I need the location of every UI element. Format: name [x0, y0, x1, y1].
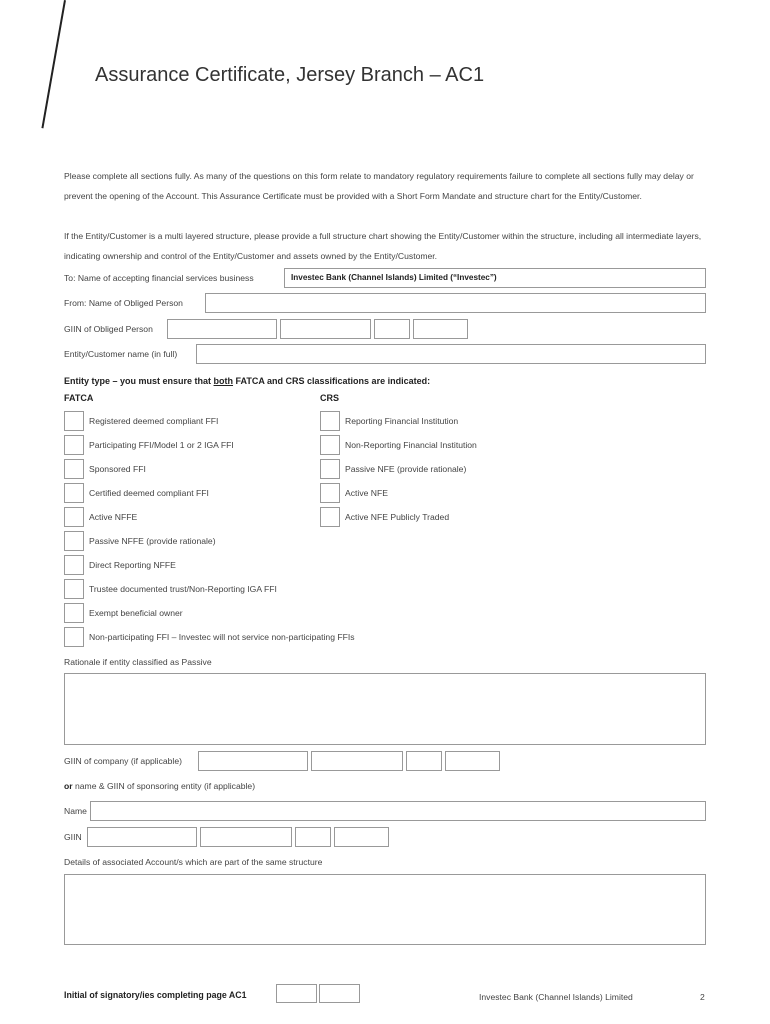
fatca-option-label: Trustee documented trust/Non-Reporting IGA FFI — [89, 584, 277, 594]
sponsor-name-field[interactable] — [90, 801, 706, 821]
giin-obliged-segment-4[interactable] — [413, 319, 468, 339]
details-label: Details of associated Account/s which are part of the same structure — [64, 857, 323, 867]
initial-box-1[interactable] — [276, 984, 317, 1003]
crs-option-label: Active NFE — [345, 488, 388, 498]
to-label: To: Name of accepting financial services business — [64, 273, 254, 283]
fatca-checkbox[interactable] — [64, 483, 84, 503]
fatca-option-label: Certified deemed compliant FFI — [89, 488, 209, 498]
initial-box-2[interactable] — [319, 984, 360, 1003]
from-field[interactable] — [205, 293, 706, 313]
fatca-option-label: Passive NFFE (provide rationale) — [89, 536, 216, 546]
initial-label: Initial of signatory/ies completing page AC1 — [64, 990, 247, 1000]
entity-name-label: Entity/Customer name (in full) — [64, 349, 178, 359]
details-textarea[interactable] — [64, 874, 706, 945]
fatca-option-label: Active NFFE — [89, 512, 138, 522]
footer-bank-name: Investec Bank (Channel Islands) Limited — [479, 992, 633, 1002]
sponsor-giin-segment-2[interactable] — [200, 827, 292, 847]
decorative-slash — [41, 0, 65, 128]
fatca-checkbox[interactable] — [64, 435, 84, 455]
fatca-option-label: Registered deemed compliant FFI — [89, 416, 219, 426]
fatca-checkbox[interactable] — [64, 507, 84, 527]
giin-company-label: GIIN of company (if applicable) — [64, 756, 182, 766]
fatca-option-label: Participating FFI/Model 1 or 2 IGA FFI — [89, 440, 234, 450]
fatca-heading: FATCA — [64, 393, 94, 403]
intro-paragraph-1: Please complete all sections fully. As many of the questions on this form relate to mandatory regulatory requirements failure to complete all sections fully may delay or prevent the opening of the Account. This Assurance Certificate must be provided with a Short Form Mandate and structure chart for the Entity/Customer. — [64, 171, 694, 201]
rationale-label: Rationale if entity classified as Passive — [64, 657, 212, 667]
sponsor-label: or name & GIIN of sponsoring entity (if applicable) — [64, 781, 256, 791]
crs-checkbox[interactable] — [320, 459, 340, 479]
giin-obliged-label: GIIN of Obliged Person — [64, 324, 153, 334]
giin-obliged-segment-1[interactable] — [167, 319, 277, 339]
crs-checkbox[interactable] — [320, 507, 340, 527]
fatca-option-label: Direct Reporting NFFE — [89, 560, 176, 570]
fatca-checkbox[interactable] — [64, 459, 84, 479]
from-label: From: Name of Obliged Person — [64, 298, 183, 308]
fatca-checkbox[interactable] — [64, 555, 84, 575]
crs-option-label: Non-Reporting Financial Institution — [345, 440, 477, 450]
giin-obliged-segment-2[interactable] — [280, 319, 371, 339]
fatca-checkbox[interactable] — [64, 531, 84, 551]
crs-checkbox[interactable] — [320, 411, 340, 431]
entity-type-heading: Entity type – you must ensure that both FATCA and CRS classifications are indicated: — [64, 376, 431, 386]
sponsor-name-label: Name — [64, 806, 87, 816]
crs-heading: CRS — [320, 393, 340, 403]
fatca-checkbox[interactable] — [64, 411, 84, 431]
fatca-checkbox[interactable] — [64, 627, 84, 647]
giin-company-segment-2[interactable] — [311, 751, 403, 771]
crs-option-label: Active NFE Publicly Traded — [345, 512, 450, 522]
sponsor-giin-label: GIIN — [64, 832, 82, 842]
fatca-option-label: Non-participating FFI – Investec will not service non-participating FFIs — [89, 632, 355, 642]
crs-option-label: Passive NFE (provide rationale) — [345, 464, 467, 474]
giin-company-segment-4[interactable] — [445, 751, 500, 771]
sponsor-giin-segment-3[interactable] — [295, 827, 331, 847]
giin-company-segment-1[interactable] — [198, 751, 308, 771]
giin-obliged-segment-3[interactable] — [374, 319, 410, 339]
fatca-checkbox[interactable] — [64, 603, 84, 623]
giin-company-segment-3[interactable] — [406, 751, 442, 771]
fatca-option-label: Exempt beneficial owner — [89, 608, 183, 618]
to-value: Investec Bank (Channel Islands) Limited (“Investec”) — [291, 273, 497, 282]
crs-checkbox[interactable] — [320, 483, 340, 503]
intro-paragraph-2: If the Entity/Customer is a multi layered structure, please provide a full structure chart showing the Entity/Customer within the structure, including all intermediate layers, indicating ownership and control of the Entity/Customer and assets owned by the Entity/Customer. — [64, 231, 702, 261]
sponsor-giin-segment-1[interactable] — [87, 827, 197, 847]
fatca-option-label: Sponsored FFI — [89, 464, 146, 474]
crs-checkbox[interactable] — [320, 435, 340, 455]
rationale-textarea[interactable] — [64, 673, 706, 745]
page-title: Assurance Certificate, Jersey Branch – AC1 — [95, 64, 485, 86]
entity-name-field[interactable] — [196, 344, 706, 364]
crs-option-label: Reporting Financial Institution — [345, 416, 459, 426]
to-field[interactable] — [284, 268, 706, 288]
page-number: 2 — [700, 992, 705, 1002]
fatca-checkbox[interactable] — [64, 579, 84, 599]
sponsor-giin-segment-4[interactable] — [334, 827, 389, 847]
